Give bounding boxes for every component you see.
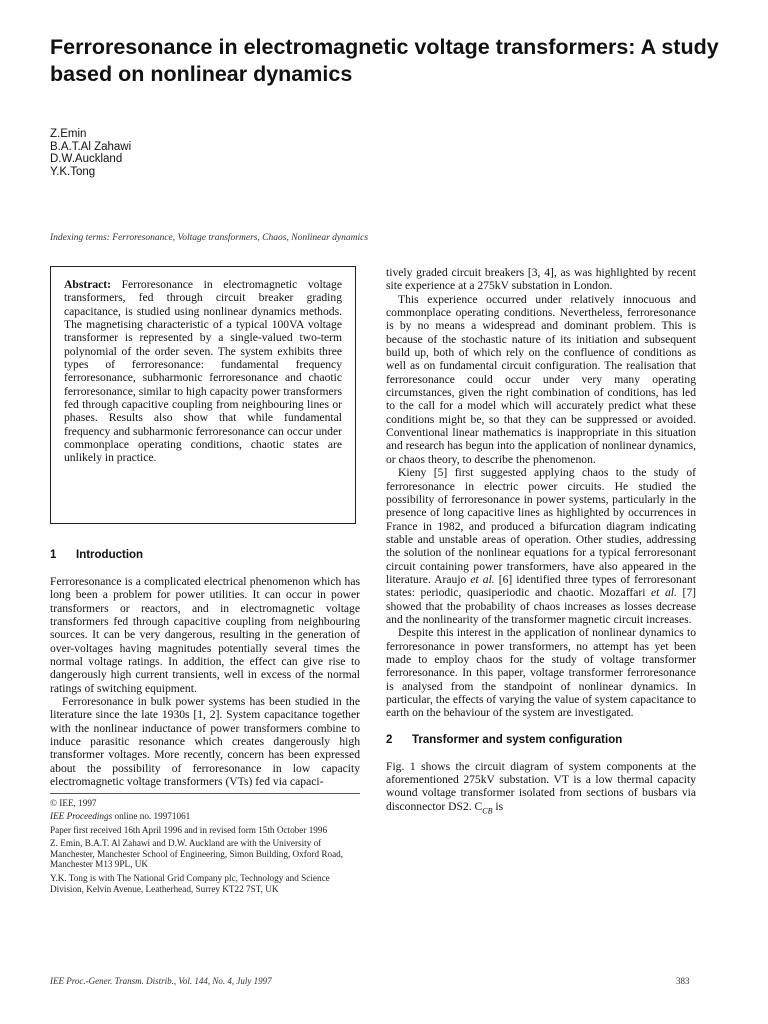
body-paragraph: This experience occurred under relatively innocuous and commonplace operating conditions. Nevertheless, ferroresonance is by no means a widespread and dominant problem. This is because of the stochastic nature of its initiation and subsequent build up, both of which rely on the confluence of conditions as well as on fundamental circuit configuration. The realisation that ferroresonance could occur under very many operating circumstances, given the right combination of conditions, has led to the call for a model which will accurately predict what these conditions might be, so that they can be suppressed or avoided. Conventional linear mathematics is inappropriate in this situation and research has begun into the application of nonlinear dynamics, or chaos theory, to describe the phenomenon. [386, 292, 696, 466]
affiliation-note: Z. Emin, B.A.T. Al Zahawi and D.W. Auckland are with the University of Manchester, Manchester School of Engineering, Simon Building, Oxford Road, Manchester M13 9PL, UK [50, 838, 344, 870]
left-column [50, 266, 360, 894]
received-note: Paper first received 16th April 1996 and in revised form 15th October 1996 [50, 824, 328, 835]
proceedings-journal: IEE Proceedings [50, 811, 113, 822]
right-column [386, 266, 696, 817]
author-name: Y.K.Tong [50, 165, 96, 178]
body-paragraph: Fig. 1 shows the circuit diagram of system components at the aforementioned 275kV substation. VT is a low thermal capacity wound voltage transformer isolated from sections of busbars via disconnector DS2. $C_{CB}$ is [386, 759, 696, 816]
author-name: D.W.Auckland [50, 153, 123, 165]
footnote-divider [50, 793, 360, 794]
intro-paragraph-1: Ferroresonance is a complicated electrical phenomenon which has long been a problem for power utilities. It can occur in power transformers or reactors, and in electromagnetic voltage transformers fed through capacitive coupling from neighbouring sources. It can be very dangerous, resulting in the generation of over-voltages having magnitudes potentially several times the normal voltage ratings. In addition, the effect can give rise to dangerously high current transients, well in excess of the normal ratings of switching equipment. [50, 575, 360, 695]
page-number: 383 [676, 976, 690, 986]
intro-paragraph-2: Ferroresonance in bulk power systems has been studied in the literature since the late 1930s [1, 2]. System capacitance together with the nonlinear inductance of power transformers combine to induce parasitic resonance which creates dangerously high transformer voltages. More recently, concern has been expressed about the possibility of ferroresonance in low capacity electromagnetic voltage transformers (VTs) fed via capaci- [50, 695, 360, 789]
author-list [50, 128, 350, 178]
section-number: 2 [386, 733, 393, 746]
proceedings-note [50, 811, 360, 822]
author-name: Z.Emin [50, 128, 87, 140]
proceedings-number: online no. 19971061 [112, 811, 191, 822]
body-paragraph: tively graded circuit breakers [3, 4], as was highlighted by recent site experience at a 275kV substation in London. [386, 266, 696, 293]
section-number: 1 [50, 549, 57, 561]
section-title: Introduction [76, 549, 144, 561]
section-heading-introduction [50, 549, 360, 561]
abstract-label: Abstract: [64, 278, 112, 291]
section-title: Transformer and system configuration [412, 733, 623, 746]
abstract-box [50, 266, 356, 524]
indexing-terms: Indexing terms: Ferroresonance, Voltage transformers, Chaos, Nonlinear dynamics [50, 233, 369, 243]
body-paragraph: Despite this interest in the application of nonlinear dynamics to ferroresonance in power transformers, no attempt has yet been made to employ chaos for the study of voltage transformer ferroresonance. In this paper, voltage transformer ferroresonance is analysed from the standpoint of nonlinear dynamics. In particular, the effects of varying the value of system capacitance to earth on the behaviour of the system are investigated. [386, 626, 696, 720]
affiliation-note: Y.K. Tong is with The National Grid Company plc, Technology and Science Division, Kelvin Avenue, Leatherhead, Surrey KT22 7ST, UK [50, 873, 330, 894]
body-paragraph: Kieny [5] first suggested applying chaos to the study of ferroresonance in electric power circuits. He studied the possibility of ferroresonance in power systems, particularly in the presence of long capacitive lines as highlighted by occurrences in France in 1982, and produced a bifurcation diagram indicating stable and unstable areas of operation. Other studies, addressing the solution of the nonlinear equations for a typical ferroresonant circuit containing power transformers, have also appeared in the literature. Araujo et al. [6] identified three types of ferroresonant states: periodic, quasiperiodic and chaotic. Mozaffari et al. [7] showed that the probability of chaos increases as losses decrease and the nonlinearity of the transformer magnetic circuit increases. [386, 466, 697, 626]
paper-title: Ferroresonance in electromagnetic voltage transformers: A study based on nonlinear dynamics [50, 35, 719, 86]
abstract-text: Ferroresonance in electromagnetic voltage transformers, fed through circuit breaker grading capacitance, is studied using nonlinear dynamics methods. The magnetising characteristic of a typical 100VA voltage transformer is represented by a single-valued two-term polynomial of the order seven. The system exhibits three types of ferroresonance: fundamental frequency ferroresonance, subharmonic ferroresonance and chaotic ferroresonance, similar to high capacity power transformers fed through capacitive coupling from neighbouring lines or phases. Results also show that while fundamental frequency and subharmonic ferroresonance can occur under commonplace operating conditions, chaotic states are unlikely in practice. [64, 278, 342, 465]
journal-footer: IEE Proc.-Gener. Transm. Distrib., Vol. 144, No. 4, July 1997 [50, 976, 272, 986]
author-name: B.A.T.Al Zahawi [50, 140, 132, 153]
copyright-note: © IEE, 1997 [50, 797, 97, 808]
section-heading-configuration [386, 734, 696, 746]
